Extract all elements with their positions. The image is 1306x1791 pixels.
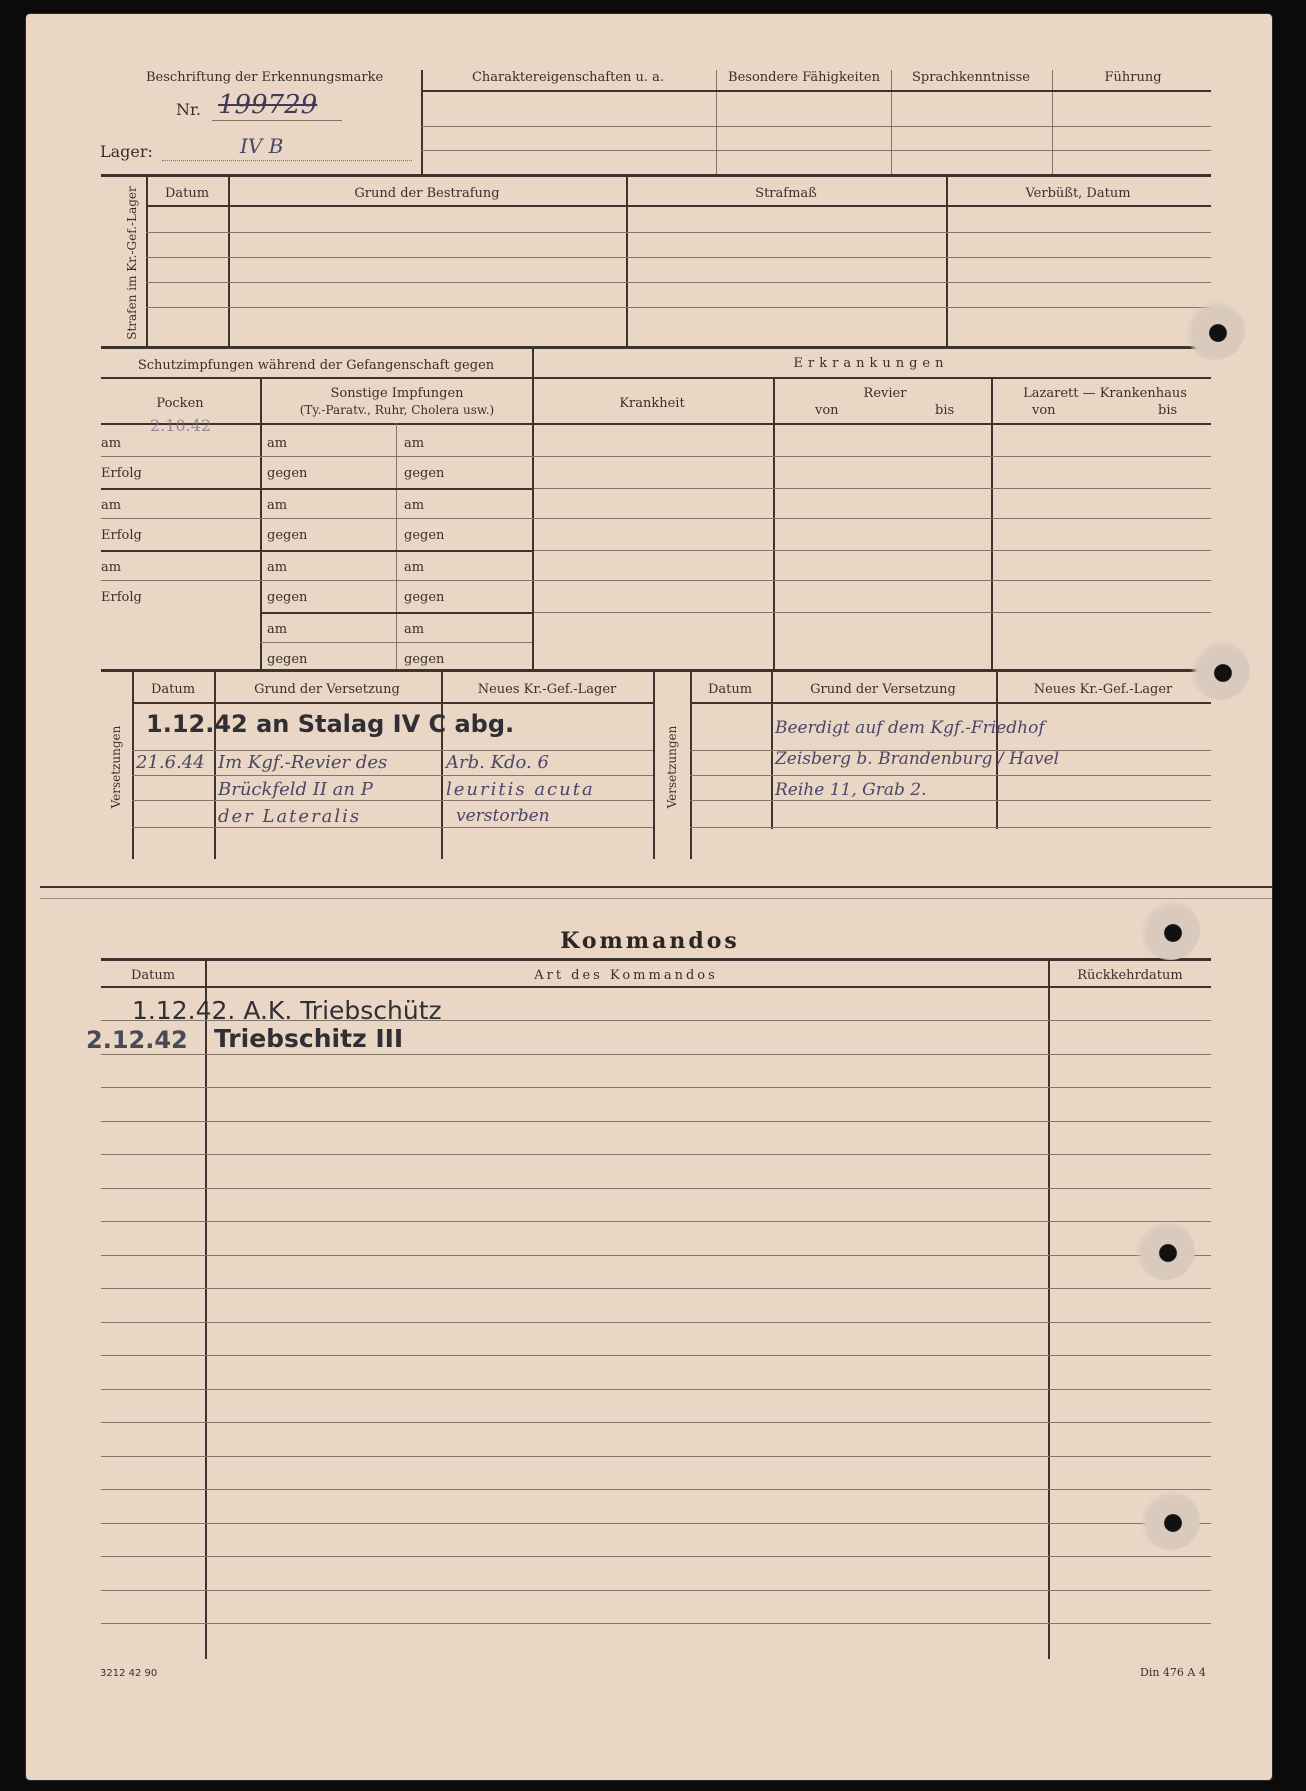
- revier-bis: bis: [935, 403, 955, 418]
- strafen-row: [146, 307, 1211, 308]
- pocken-label: Pocken: [156, 396, 204, 411]
- header-rule: [421, 126, 1211, 127]
- sonst-gegen: gegen: [404, 466, 445, 481]
- vers-hand-date: 21.6.44: [136, 752, 205, 773]
- kommandos-row-rule: [101, 1188, 1211, 1189]
- kommandos-row-rule: [101, 1456, 1211, 1457]
- lager-value: IV B: [240, 134, 284, 158]
- sonst-am: am: [404, 436, 425, 451]
- pocken-am-2: am: [101, 498, 122, 513]
- col-faehigkeiten: Besondere Fähigkeiten: [728, 70, 880, 85]
- erk-divider: [773, 377, 775, 669]
- kommandos-row-rule: [101, 1255, 1211, 1256]
- kommandos-title: Kommandos: [560, 928, 740, 954]
- vers-row: [690, 827, 1211, 828]
- vers-row: [132, 775, 653, 776]
- impf-group-rule: [101, 488, 532, 490]
- kommandos-row-rule: [101, 1322, 1211, 1323]
- sonst-am: am: [267, 560, 288, 575]
- vers-header-lager: Neues Kr.-Gef.-Lager: [477, 682, 617, 697]
- vers-row: [132, 750, 653, 751]
- strafen-header-datum: Datum: [164, 186, 210, 201]
- erk-divider: [991, 377, 993, 669]
- header-rule: [421, 150, 1211, 151]
- lager-label: Lager:: [100, 142, 153, 161]
- sonst-gegen: gegen: [404, 528, 445, 543]
- vers-divider: [653, 672, 655, 859]
- kommandos-top-rule: [101, 958, 1211, 961]
- vers-hand-lager-1: Arb. Kdo. 6: [446, 752, 549, 773]
- kommandos-header-datum: Datum: [130, 968, 176, 983]
- vers-header-datum: Datum: [150, 682, 196, 697]
- sonst-gegen: gegen: [267, 466, 308, 481]
- vers-side-label-left: Versetzungen: [109, 725, 123, 809]
- lager-underline: [162, 160, 412, 162]
- header-divider: [421, 70, 423, 174]
- erk-row: [534, 550, 1211, 551]
- pocken-stamp: 2.10.42: [150, 416, 212, 435]
- sonstige-sub: (Ty.-Paratv., Ruhr, Cholera usw.): [299, 403, 495, 417]
- erk-header-rule: [534, 377, 1211, 379]
- kommandos-row-rule: [101, 1087, 1211, 1088]
- sonst-am: am: [267, 498, 288, 513]
- sonst-gegen: gegen: [404, 652, 445, 667]
- impf-row: [101, 456, 1211, 457]
- sonst-am: am: [404, 498, 425, 513]
- strafen-header-verbuesst: Verbüßt, Datum: [1025, 186, 1131, 201]
- vers-row: [690, 775, 1211, 776]
- vers-header-datum-right: Datum: [707, 682, 753, 697]
- erkrankungen-title: Erkrankungen: [793, 356, 949, 371]
- impf-group-rule: [101, 550, 532, 552]
- strafen-side-label: Strafen im Kr.-Gef.-Lager: [125, 186, 139, 340]
- sonst-am: am: [404, 622, 425, 637]
- section-rule: [101, 174, 1211, 177]
- punch-hole: [1185, 300, 1245, 360]
- impf-header-rule: [101, 377, 532, 379]
- erkennungsmarke-label: Beschriftung der Erkennungsmarke: [146, 70, 384, 85]
- kommandos-row-rule: [101, 1154, 1211, 1155]
- impfungen-title: Schutzimpfungen während der Gefangenschaft gegen: [137, 358, 495, 373]
- header-divider: [716, 70, 717, 174]
- punch-hole: [1140, 1490, 1200, 1550]
- kommandos-row-rule: [101, 1355, 1211, 1356]
- vers-row: [132, 800, 653, 801]
- pocken-erfolg-3: Erfolg: [101, 590, 142, 605]
- vers-side-label-right: Versetzungen: [665, 725, 679, 809]
- strafen-divider: [228, 177, 230, 347]
- fold-crease: [40, 898, 1272, 899]
- strafen-row: [146, 232, 1211, 233]
- kommandos-row-rule: [101, 1288, 1211, 1289]
- vers-right-hand-2: Zeisberg b. Brandenburg / Havel: [775, 749, 1060, 769]
- impf-row: [101, 518, 1211, 519]
- erk-row: [534, 488, 1211, 489]
- punch-hole: [1190, 640, 1250, 700]
- vers-hand-grund-1: Im Kgf.-Revier des: [218, 752, 388, 773]
- kommandos-divider: [1048, 961, 1050, 1659]
- vers-row: [690, 800, 1211, 801]
- sonst-gegen: gegen: [267, 528, 308, 543]
- sonst-am: am: [267, 622, 288, 637]
- strafen-divider: [626, 177, 628, 347]
- sonst-gegen: gegen: [267, 590, 308, 605]
- header-divider: [891, 70, 892, 174]
- lazarett-label: Lazarett — Krankenhaus: [1023, 386, 1187, 401]
- lazarett-bis: bis: [1158, 403, 1178, 418]
- col-sprach: Sprachkenntnisse: [912, 70, 1030, 85]
- kommandos-row-rule: [101, 1054, 1211, 1055]
- impf-divider: [396, 423, 397, 669]
- vers-divider: [441, 672, 443, 859]
- footer-right: Din 476 A 4: [1140, 1666, 1206, 1679]
- sonst-gegen: gegen: [404, 590, 445, 605]
- impf-row: [260, 642, 532, 643]
- erk-row: [534, 612, 1211, 613]
- impf-row: [101, 580, 1211, 581]
- kommandos-row-rule: [101, 1121, 1211, 1122]
- nr-value: 199729: [218, 90, 318, 120]
- impf-divider: [260, 377, 262, 669]
- sonst-am: am: [267, 436, 288, 451]
- vers-right-hand-3: Reihe 11, Grab 2.: [775, 780, 927, 800]
- vers-header-rule: [132, 702, 653, 704]
- vers-divider: [132, 672, 134, 859]
- pocken-am-1: am: [101, 436, 122, 451]
- kommandos-row-rule: [101, 1489, 1211, 1490]
- kommandos-entry-2-date: 2.12.42: [86, 1026, 188, 1054]
- kommandos-row-rule: [101, 1590, 1211, 1591]
- kommandos-header-rueckkehr: Rückkehrdatum: [1077, 968, 1183, 983]
- header-rule: [421, 90, 1211, 92]
- strafen-header-strafmass: Strafmaß: [755, 186, 817, 201]
- impf-divider: [532, 349, 534, 669]
- kommandos-header-rule: [101, 986, 1211, 988]
- pow-record-sheet: [26, 14, 1272, 1780]
- impf-header-bottom: [101, 423, 1211, 425]
- pocken-erfolg-2: Erfolg: [101, 528, 142, 543]
- kommandos-row-rule: [101, 1221, 1211, 1222]
- kommandos-entry-1: 1.12.42. A.K. Triebschütz: [132, 996, 442, 1025]
- vers-hand-grund-3: der Lateralis: [218, 806, 362, 827]
- footer-left: 3212 42 90: [100, 1668, 158, 1679]
- vers-hand-lager-3: verstorben: [456, 806, 550, 826]
- kommandos-row-rule: [101, 1523, 1211, 1524]
- vers-header-grund-right: Grund der Versetzung: [810, 682, 956, 697]
- strafen-row: [146, 282, 1211, 283]
- strafen-header-rule: [146, 205, 1211, 207]
- nr-label: Nr.: [176, 100, 201, 119]
- col-fuehrung: Führung: [1104, 70, 1162, 85]
- col-charakter: Charaktereigenschaften u. a.: [471, 70, 665, 85]
- kommandos-entry-2-text: Triebschitz III: [214, 1024, 404, 1053]
- vers-hand-grund-2: Brückfeld II an P: [218, 779, 373, 800]
- sonst-am: am: [404, 560, 425, 575]
- nr-underline: [212, 120, 342, 121]
- kommandos-row-rule: [101, 1422, 1211, 1423]
- revier-von: von: [815, 403, 839, 418]
- krankheit-label: Krankheit: [619, 396, 685, 411]
- sonstige-label: Sonstige Impfungen: [330, 386, 464, 401]
- kommandos-row-rule: [101, 1623, 1211, 1624]
- vers-row: [132, 827, 653, 828]
- impf-group-rule: [260, 612, 532, 614]
- fold-rule: [40, 886, 1272, 888]
- kommandos-divider: [205, 961, 207, 1659]
- vers-header-grund: Grund der Versetzung: [254, 682, 400, 697]
- strafen-divider: [946, 177, 948, 347]
- section-rule: [101, 669, 1211, 672]
- vers-stamp-row: 1.12.42 an Stalag IV C abg.: [146, 710, 515, 738]
- vers-right-hand-1: Beerdigt auf dem Kgf.-Friedhof: [775, 718, 1045, 738]
- vers-header-rule: [690, 702, 1211, 704]
- punch-hole: [1140, 900, 1200, 960]
- lazarett-von: von: [1032, 403, 1056, 418]
- sonst-gegen: gegen: [267, 652, 308, 667]
- pocken-am-3: am: [101, 560, 122, 575]
- punch-hole: [1135, 1220, 1195, 1280]
- section-rule: [101, 346, 1211, 349]
- strafen-header-grund: Grund der Bestrafung: [354, 186, 500, 201]
- header-divider: [1052, 70, 1053, 174]
- strafen-divider: [146, 177, 148, 347]
- revier-label: Revier: [863, 386, 907, 401]
- strafen-row: [146, 257, 1211, 258]
- vers-header-lager-right: Neues Kr.-Gef.-Lager: [1033, 682, 1173, 697]
- pocken-erfolg-1: Erfolg: [101, 466, 142, 481]
- kommandos-row-rule: [101, 1556, 1211, 1557]
- kommandos-row-rule: [101, 1389, 1211, 1390]
- kommandos-header-art: Art des Kommandos: [534, 968, 718, 983]
- vers-hand-lager-2: leuritis acuta: [446, 779, 595, 800]
- vers-divider: [690, 672, 692, 859]
- vers-divider: [214, 672, 216, 859]
